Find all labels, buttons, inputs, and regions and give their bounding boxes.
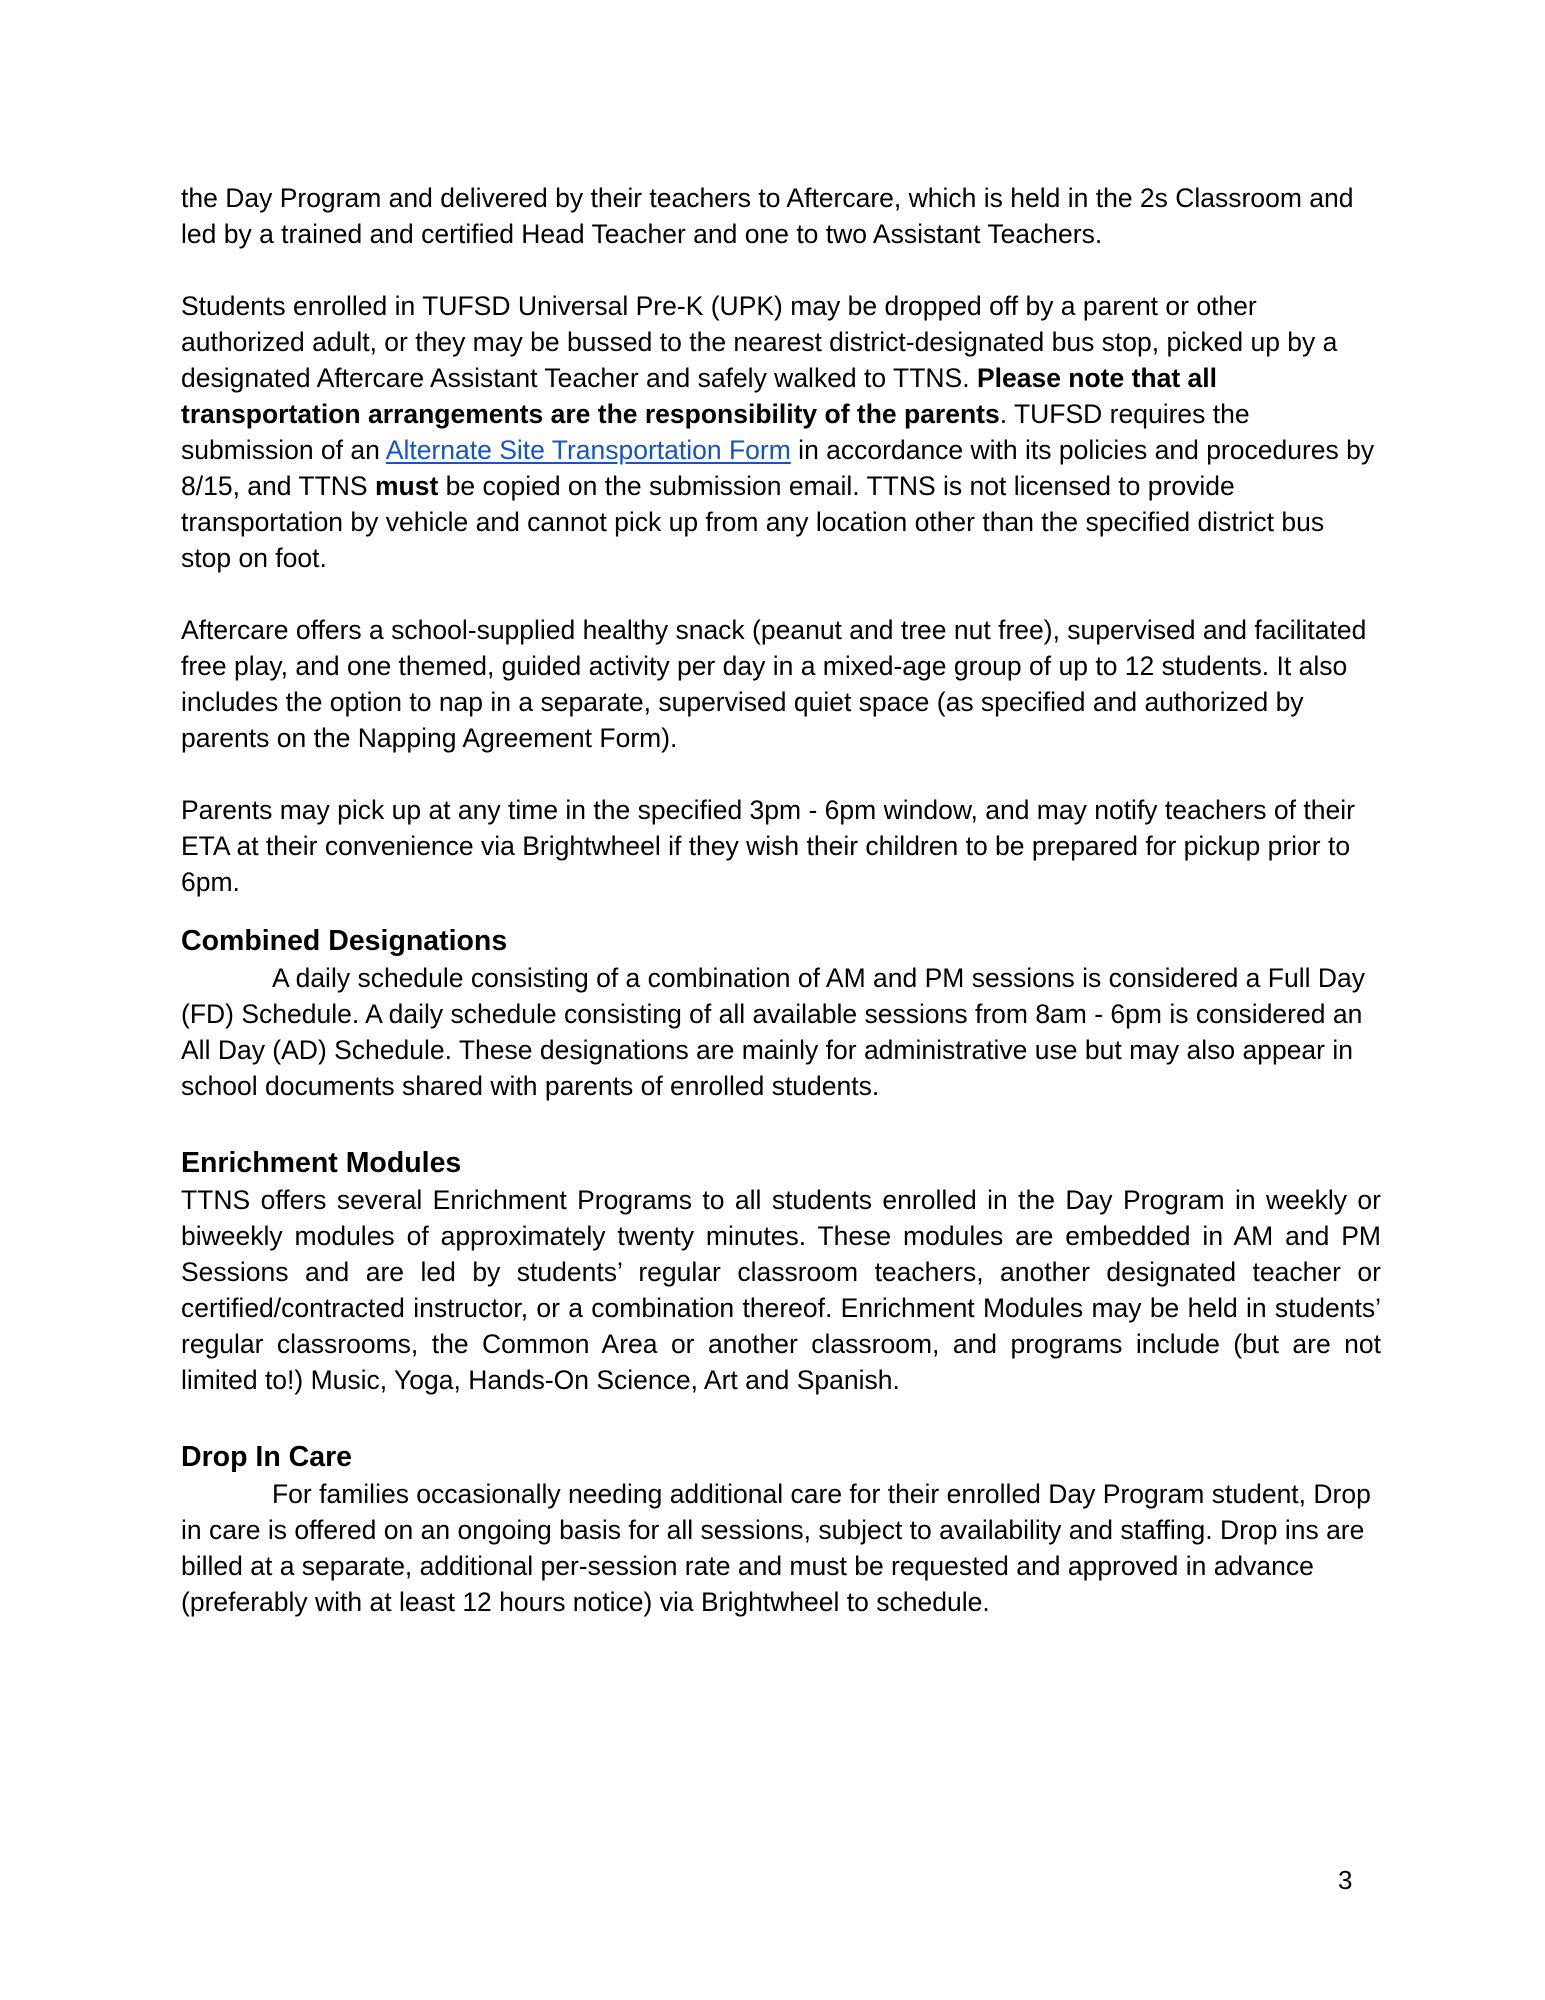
- combined-designations-section: [181, 922, 1381, 1104]
- upk-text-part3: in accordance with its policies and procedures by 8/15, and TTNS: [181, 435, 1375, 501]
- aftercare-intro-paragraph: the Day Program and delivered by their teachers to Aftercare, which is held in the 2s Classroom and led by a trained and certified Head Teacher and one to two Assistant Teachers.: [181, 183, 1354, 249]
- must-emphasis: must: [374, 471, 439, 501]
- drop-in-care-section: [181, 1438, 1381, 1620]
- pickup-paragraph: Parents may pick up at any time in the specified 3pm - 6pm window, and may notify teachers of their ETA at their convenience via Brightwheel if they wish their children to be prepared for pickup prior to 6pm.: [181, 795, 1355, 897]
- aftercare-offers-paragraph: Aftercare offers a school-supplied healthy snack (peanut and tree nut free), supervised and facilitated free play, and one themed, guided activity per day in a mixed-age group of up to 12 students. It also includes the option to nap in a separate, supervised quiet space (as specified and authorized by parents on the Napping Agreement Form).: [181, 615, 1367, 753]
- combined-designations-heading: Combined Designations: [181, 925, 508, 957]
- page-content: [181, 180, 1381, 1660]
- combined-designations-body: A daily schedule consisting of a combination of AM and PM sessions is considered a Full Day (FD) Schedule. A daily schedule consisting of all available sessions from 8am - 6pm is considered an All Day (AD) Schedule. These designations are mainly for administrative use but may also appear in school documents shared with parents of enrolled students.: [181, 963, 1365, 1101]
- drop-in-care-heading: Drop In Care: [181, 1441, 353, 1473]
- upk-transportation-paragraph: [181, 288, 1381, 576]
- alternate-site-transportation-form-link[interactable]: Alternate Site Transportation Form: [385, 435, 791, 465]
- upk-text-part2: . TUFSD requires the submission of an: [181, 399, 1250, 465]
- enrichment-modules-heading: Enrichment Modules: [181, 1147, 462, 1179]
- transportation-responsibility-note: Please note that all transportation arrangements are the responsibility of the parents: [181, 363, 1217, 429]
- drop-in-care-body: For families occasionally needing additional care for their enrolled Day Program student, Drop in care is offered on an ongoing basis for all sessions, subject to availability and staffing. Drop ins are billed at a separate, additional per-session rate and must be requested and approved in advance (preferably with at least 12 hours notice) via Brightwheel to schedule.: [181, 1479, 1371, 1617]
- page-number: 3: [1338, 1865, 1353, 1895]
- enrichment-modules-section: [181, 1144, 1381, 1398]
- upk-text-part1: Students enrolled in TUFSD Universal Pre-K (UPK) may be dropped off by a parent or other authorized adult, or they may be bussed to the nearest district-designated bus stop, picked up by a designated Aftercare Assistant Teacher and safely walked to TTNS.: [181, 291, 1338, 393]
- upk-text-part4: be copied on the submission email. TTNS is not licensed to provide transportation by vehicle and cannot pick up from any location other than the specified district bus stop on foot.: [181, 471, 1325, 573]
- enrichment-modules-body: TTNS offers several Enrichment Programs to all students enrolled in the Day Program in weekly or biweekly modules of approximately twenty minutes. These modules are embedded in AM and PM Sessions and are led by students’ regular classroom teachers, another designated teacher or certified/contracted instructor, or a combination thereof. Enrichment Modules may be held in students’ regular classrooms, the Common Area or another classroom, and programs include (but are not limited to!) Music, Yoga, Hands-On Science, Art and Spanish.: [181, 1185, 1381, 1395]
